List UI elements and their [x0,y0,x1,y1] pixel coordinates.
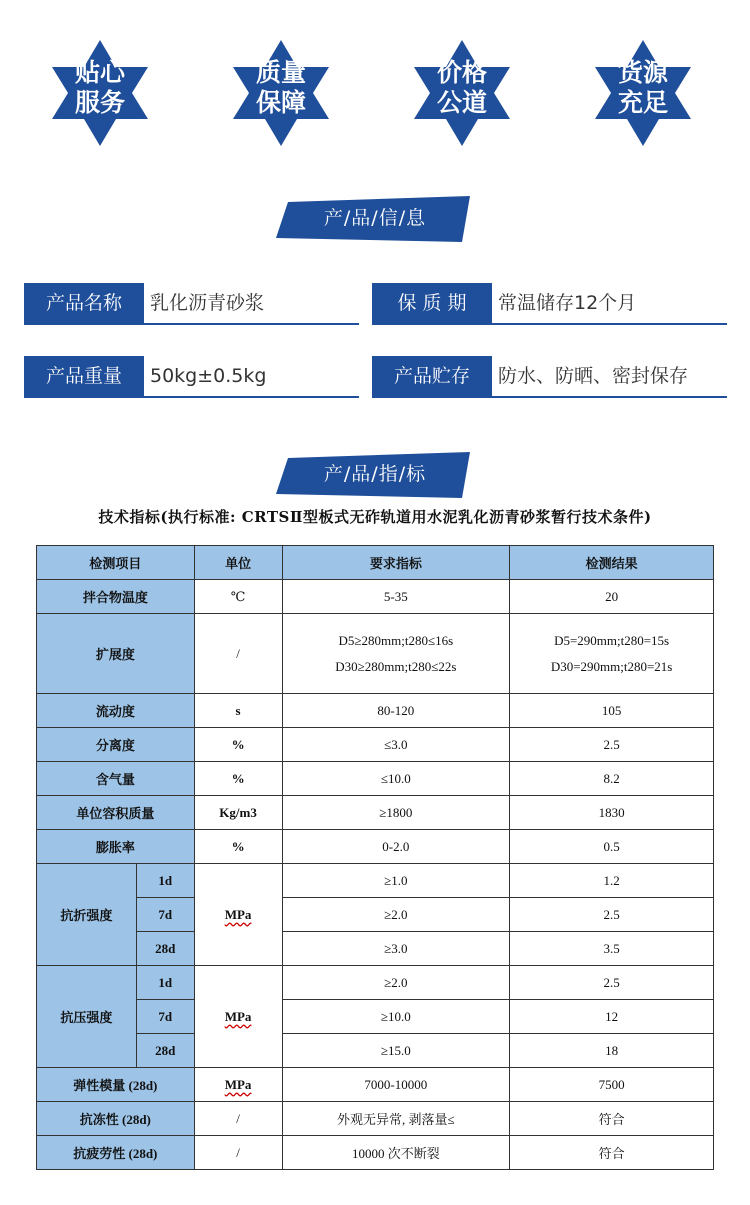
row-requirement: ≤10.0 [282,762,510,796]
table-row [37,1102,714,1136]
requirement-line: D30≥280mm;t280≤22s [335,658,457,674]
table-row [37,898,714,932]
table-row [37,1136,714,1170]
table-row [37,614,714,694]
row-age: 7d [136,1000,194,1034]
row-item: 含气量 [37,762,195,796]
row-result [510,614,714,694]
row-age: 7d [136,898,194,932]
row-requirement: ≤3.0 [282,728,510,762]
badge-supply [583,38,703,148]
row-item: 分离度 [37,728,195,762]
badge-row [0,38,750,148]
row-result: 符合 [510,1102,714,1136]
table-row [37,728,714,762]
info-value: 防水、防晒、密封保存 [498,365,689,387]
row-requirement: 80-120 [282,694,510,728]
row-item: 抗折强度 [37,864,137,966]
underline [24,396,359,398]
row-result: 2.5 [510,966,714,1000]
badge-text: 质量 保障 [255,58,306,117]
info-value: 50kg±0.5kg [150,365,267,387]
header-item: 检测项目 [37,546,195,580]
header-unit: 单位 [194,546,282,580]
underline [372,396,727,398]
row-unit: % [194,762,282,796]
row-requirement [282,614,510,694]
row-unit: / [194,614,282,694]
badge-price [402,38,522,148]
row-item: 抗压强度 [37,966,137,1068]
table-row [37,830,714,864]
row-result: 1830 [510,796,714,830]
table-row [37,796,714,830]
spec-table [36,545,714,1170]
row-item: 拌合物温度 [37,580,195,614]
section-title: 产/品/信/息 [323,207,427,229]
row-result: 20 [510,580,714,614]
row-requirement: ≥2.0 [282,898,510,932]
header-result: 检测结果 [510,546,714,580]
section-banner-info [270,194,480,244]
row-item: 扩展度 [37,614,195,694]
table-row [37,1000,714,1034]
row-result: 1.2 [510,864,714,898]
row-unit [194,1068,282,1102]
row-item: 抗冻性 (28d) [37,1102,195,1136]
result-line: D30=290mm;t280=21s [550,658,673,674]
spec-subtitle: 技术指标(执行标准: CRTSⅡ型板式无砟轨道用水泥乳化沥青砂浆暂行技术条件) [98,508,652,526]
row-requirement: 10000 次不断裂 [282,1136,510,1170]
row-age: 1d [136,966,194,1000]
table-row [37,864,714,898]
result-line: D5=290mm;t280=15s [554,632,670,648]
table-row [37,762,714,796]
underline [372,323,727,325]
row-item: 抗疲劳性 (28d) [37,1136,195,1170]
info-label: 产品名称 [24,283,144,323]
unit-text: MPa [224,1008,252,1024]
row-unit: Kg/m3 [194,796,282,830]
badge-text: 货源 充足 [617,58,668,117]
row-requirement: 外观无异常, 剥落量≤ [282,1102,510,1136]
row-requirement: ≥1.0 [282,864,510,898]
info-storage [372,356,727,396]
row-requirement: ≥3.0 [282,932,510,966]
badge-service [40,38,160,148]
row-age: 28d [136,932,194,966]
info-label: 产品贮存 [372,356,492,396]
table-row [37,966,714,1000]
row-requirement: 7000-10000 [282,1068,510,1102]
row-age: 28d [136,1034,194,1068]
row-item: 单位容积质量 [37,796,195,830]
row-requirement: 5-35 [282,580,510,614]
info-label: 保 质 期 [372,283,492,323]
info-value: 乳化沥青砂浆 [150,292,265,314]
row-age: 1d [136,864,194,898]
row-result: 3.5 [510,932,714,966]
row-unit: ℃ [194,580,282,614]
row-unit [194,966,282,1068]
row-unit: % [194,728,282,762]
row-requirement: 0-2.0 [282,830,510,864]
header-requirement: 要求指标 [282,546,510,580]
row-result: 105 [510,694,714,728]
unit-text: MPa [224,1076,252,1092]
table-row [37,1034,714,1068]
section-banner-spec [270,450,480,500]
row-result: 符合 [510,1136,714,1170]
row-item: 流动度 [37,694,195,728]
row-requirement: ≥10.0 [282,1000,510,1034]
info-label: 产品重量 [24,356,144,396]
row-unit: / [194,1136,282,1170]
info-value: 常温储存12个月 [498,292,637,314]
info-product-weight [24,356,359,396]
underline [24,323,359,325]
table-row [37,694,714,728]
row-result: 2.5 [510,898,714,932]
info-product-name [24,283,359,323]
badge-text: 价格 公道 [436,58,487,117]
row-unit: % [194,830,282,864]
row-result: 0.5 [510,830,714,864]
row-item: 膨胀率 [37,830,195,864]
row-result: 7500 [510,1068,714,1102]
row-unit [194,864,282,966]
row-result: 2.5 [510,728,714,762]
section-title: 产/品/指/标 [323,463,427,485]
row-unit: s [194,694,282,728]
unit-text: MPa [224,906,252,922]
row-item: 弹性模量 (28d) [37,1068,195,1102]
row-result: 12 [510,1000,714,1034]
requirement-line: D5≥280mm;t280≤16s [338,632,454,648]
row-requirement: ≥1800 [282,796,510,830]
table-row [37,932,714,966]
table-header-row [37,546,714,580]
row-requirement: ≥2.0 [282,966,510,1000]
info-shelf-life [372,283,727,323]
row-result: 8.2 [510,762,714,796]
row-result: 18 [510,1034,714,1068]
row-unit: / [194,1102,282,1136]
table-row [37,1068,714,1102]
table-row [37,580,714,614]
row-requirement: ≥15.0 [282,1034,510,1068]
badge-quality [221,38,341,148]
badge-text: 贴心 服务 [74,58,125,117]
